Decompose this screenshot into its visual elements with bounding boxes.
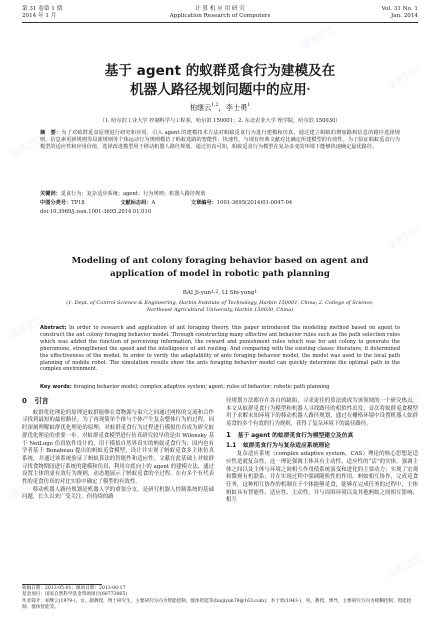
- section-intro-title: 引言: [34, 397, 49, 405]
- section-intro-heading: [22, 398, 214, 407]
- watermark: 道客巴巴: [385, 64, 422, 92]
- author-2-cn: 李士勇: [225, 103, 248, 112]
- watermark: 道客巴巴: [300, 24, 337, 52]
- clc-label: 中图分类号：: [40, 200, 72, 206]
- watermark: 道客巴巴: [385, 224, 422, 252]
- watermark: 道客巴巴: [385, 394, 422, 422]
- authors-cn: [0, 103, 440, 113]
- title-cn-line2: 机器人路径规划问题中的应用: [130, 82, 307, 98]
- running-header-center: [0, 6, 440, 20]
- watermark: 道客巴巴: [8, 474, 45, 502]
- author-1-en: BAI Ji-yun: [182, 290, 212, 296]
- clc-code: TP18: [71, 200, 85, 206]
- keywords-en-label: Key words:: [40, 384, 72, 390]
- author-1-affil-en: 1,2: [211, 290, 219, 295]
- body-right-column: [226, 398, 418, 505]
- section-intro-number: 0: [22, 397, 27, 405]
- classification-line: [40, 200, 400, 207]
- footnote-dates: 收稿日期：2013-05-01；修回日期：2013-06-17: [22, 586, 126, 591]
- header-rule: [22, 22, 418, 23]
- intro-paragraph-2: 移动机器人路径规划是机器人学的重要分支，是研究机器人控制系统的基础问题，长久以来广受关注。但持续的路: [22, 486, 214, 501]
- paper-title-en: [40, 255, 400, 281]
- doc-code-label: 文献标志码：: [120, 200, 152, 206]
- keywords-cn-text: 觅食行为；复杂适应系统；agent；行为规则；机器人路径规划: [60, 191, 206, 197]
- doc-code: A: [151, 200, 156, 206]
- section-1-paragraph: 复杂适应系统（complex adaptive system，CAS）理论的核心思想是适应性造就复杂性，这一理论强调主体具有主动性、适应性的“活”的实体，强调主体之间以及主体与环境之间相互作用使系统演变和进化的主要动力；实现了宏观和微观有机联系；并在实现过程中强调随机性的作用。蚂蚁相互协作，完成觅食任务，这种相互协作的机制在于个体能够觅食，能够在完成任务的过程中，主体蚂蚁具有智能性、适应性、主动性，并与周围环境以及其他蚂蚁之间相互影响，相互: [226, 451, 418, 504]
- abstract-en-label: Abstract:: [40, 325, 67, 331]
- abstract-cn: [40, 130, 400, 151]
- author-2-en: LI Shi-yong: [221, 290, 255, 296]
- title-cn-line1: 基于 agent 的蚁群觅食行为建模及在: [104, 63, 336, 79]
- title-en-line1: Modeling of ant colony foraging behavior based on agent and: [71, 256, 369, 266]
- watermark: 道客巴巴: [8, 314, 45, 342]
- doi: doi:10.3969/j.issn.1001-3695.2014.01.010: [40, 209, 152, 215]
- keywords-en-text: foraging behavior model; complex adaptive system; agent; rules of behavior; robotic path planning: [73, 384, 330, 390]
- subsection-1-1-title: 蚁群觅食行为与复杂适应系统理论: [243, 442, 330, 449]
- author-separator-cn: ，: [218, 103, 226, 112]
- footnote-rule: [22, 584, 102, 585]
- authors-en: [0, 290, 440, 296]
- keywords-cn-label: 关键词：: [40, 191, 61, 197]
- fund-mark: *: [306, 87, 310, 94]
- paper-title-cn: [0, 62, 440, 100]
- abstract-cn-text: 为了对蚁群觅食原理进行研究和应用，引入 agent 的建模技术方法对蚂蚁觅食行为进行建模和仿真，通过建立蚂蚁的增加路和信息的路径选择规则，信息素更新规则等局部规则等个体运动行为规则模仿了蚂蚁选路的智能性、快速性，与现有经典文献对比确定所建模型的有效性。为了验证蚂蚁觅食行为模型的适应性和应用价值，选择改进模型用于移动机器人路径规划。通过仿真可知，蚂蚁觅食行为模型在复杂多变的环境下能够快速确定最优路径。: [40, 130, 400, 151]
- journal-name-en: Application Research of Computers: [169, 13, 271, 19]
- keywords-en: [40, 384, 400, 391]
- date-en: Jan. 2014: [391, 13, 418, 19]
- date-cn: 2014 年 1 月: [22, 13, 57, 19]
- watermark: 道客巴巴: [385, 554, 422, 582]
- subsection-1-1-number: 1.1: [226, 442, 237, 449]
- subsection-1-1-heading: [226, 443, 418, 451]
- author-1-affil-cn: 1,2: [211, 103, 219, 108]
- section-1-number: 1: [226, 430, 231, 439]
- volume-issue-cn: 第 31 卷第 1 期: [22, 6, 63, 12]
- footnote-author-bio: 作者简介：柏继云(1979-)，女，副教授，博士研究生，主要研究方向为智能控制、群体智能等(baijiyun79@163.com)；李士勇(1943-)，男，教授，博导，主要研究方向为模糊控制、智能控制、群体智能等。: [22, 598, 412, 611]
- volume-issue-en: Vol. 31 No. 1: [381, 6, 418, 12]
- running-header-right: [382, 6, 418, 20]
- footnote-fund: 基金项目：国家自然科学基金资助项目(60773065): [22, 592, 128, 598]
- author-1-cn: 柏继云: [189, 103, 212, 112]
- affiliation-cn: （1. 哈尔滨工业大学 控制科学与工程系，哈尔滨 150001；2. 东北农业大学 理学院，哈尔滨 150030）: [99, 118, 341, 124]
- journal-name-cn: 计 算 机 应 用 研 究: [195, 6, 245, 12]
- section-1-heading: [226, 432, 418, 441]
- section-1-title: 基于 agent 的蚁群觅食行为模型建立及仿真: [237, 432, 354, 439]
- article-number: 1001-3695(2014)01-0047-04: [216, 200, 293, 206]
- intro-paragraph-1: 蚁群优化理论的原理是蚁群能够在食物源与巢穴之间通过网格的交流和合作寻找到最短的最短路径。为了再现简单个体与个体产生复杂整体行为的过程，同时深刻理解蚁群优化理论的原理，对蚁群觅食行为过程进行模拟仿真成为研究蚁群优化理论的重要一步。对蚁群觅食模型进行仿真研究较早的是由 Wilensky 基于 NetLogo 仿真软件设计的，用于模拟自然界真实的蚂蚁觅食行为；国内也有学者基于 Bonabeau 提出的蚂蚁觅食模型，设计并实现了蚂蚁觅食多主体仿真系统，并通过该系统验证了蚂蚁算法的智能性和适应性。文献在此基础上对蚁群寻找食物期间进行系统的建模和仿真，利用自底向上的 agent 的建模方法，通过设置主体的更有效行为规则，动态地展示了蚂蚁觅食的全过程，在有多个有代表性的觅食仿真的对比实验中确定了模型的有效性。: [22, 409, 214, 486]
- abstract-en: [40, 325, 400, 373]
- author-separator-en: ,: [218, 290, 222, 296]
- watermark: 道客巴巴: [8, 134, 45, 162]
- affiliation-en: (1. Dept. of Control Science & Engineering, Harbin Institute of Technology, Harbin 150001, China; 2. College of Science, Northeast Agricultural University, Harbin 150030, China): [66, 300, 374, 313]
- abstract-en-text: In order to research and application of ant foraging theory, this paper introduced the modeling method based on agent to construct the ant colony foraging behavior model. Through constructing many effective ant behavior rules such as the path selection rules which was added the function of perceiving information, the reward and punishment rules which was for ant colony to generate the pheromone, strengthened the speed and the intelligence of ant routing. And comparing with the existing classic literature, it determined the effectiveness of the model. In order to verify the adaptability of ants foraging behavior model, the model was used to the local path planning of mobile robot. The simulation results show the ants foraging behavior model can quickly determine the optimal path in the complex environment.: [40, 325, 400, 373]
- abstract-cn-label: 摘 要：: [40, 130, 62, 136]
- article-number-label: 文章编号：: [190, 200, 217, 206]
- body-left-column: [22, 398, 214, 502]
- title-en-line2: application of model in robotic path planning: [110, 269, 330, 279]
- keywords-cn: [40, 191, 400, 198]
- author-2-affil-cn: 1: [247, 103, 251, 108]
- author-2-affil-en: 1: [254, 290, 258, 295]
- intro-paragraph-continued: 径规划方法都存在各自的缺陷，寻求更佳的算法就成为该领域的一个研究热点。本文从蚁群觅食行为模型和机器人寻找路径的相似性出发，首次将蚁群觅食模型用于求解未知环境下的移动机器人路径规划，通过在栅格环境中设置机器人蚁群觅食的多个有效的行为规则，获得了复杂环境下的最佳路径。: [226, 398, 418, 428]
- footnote: [22, 586, 418, 612]
